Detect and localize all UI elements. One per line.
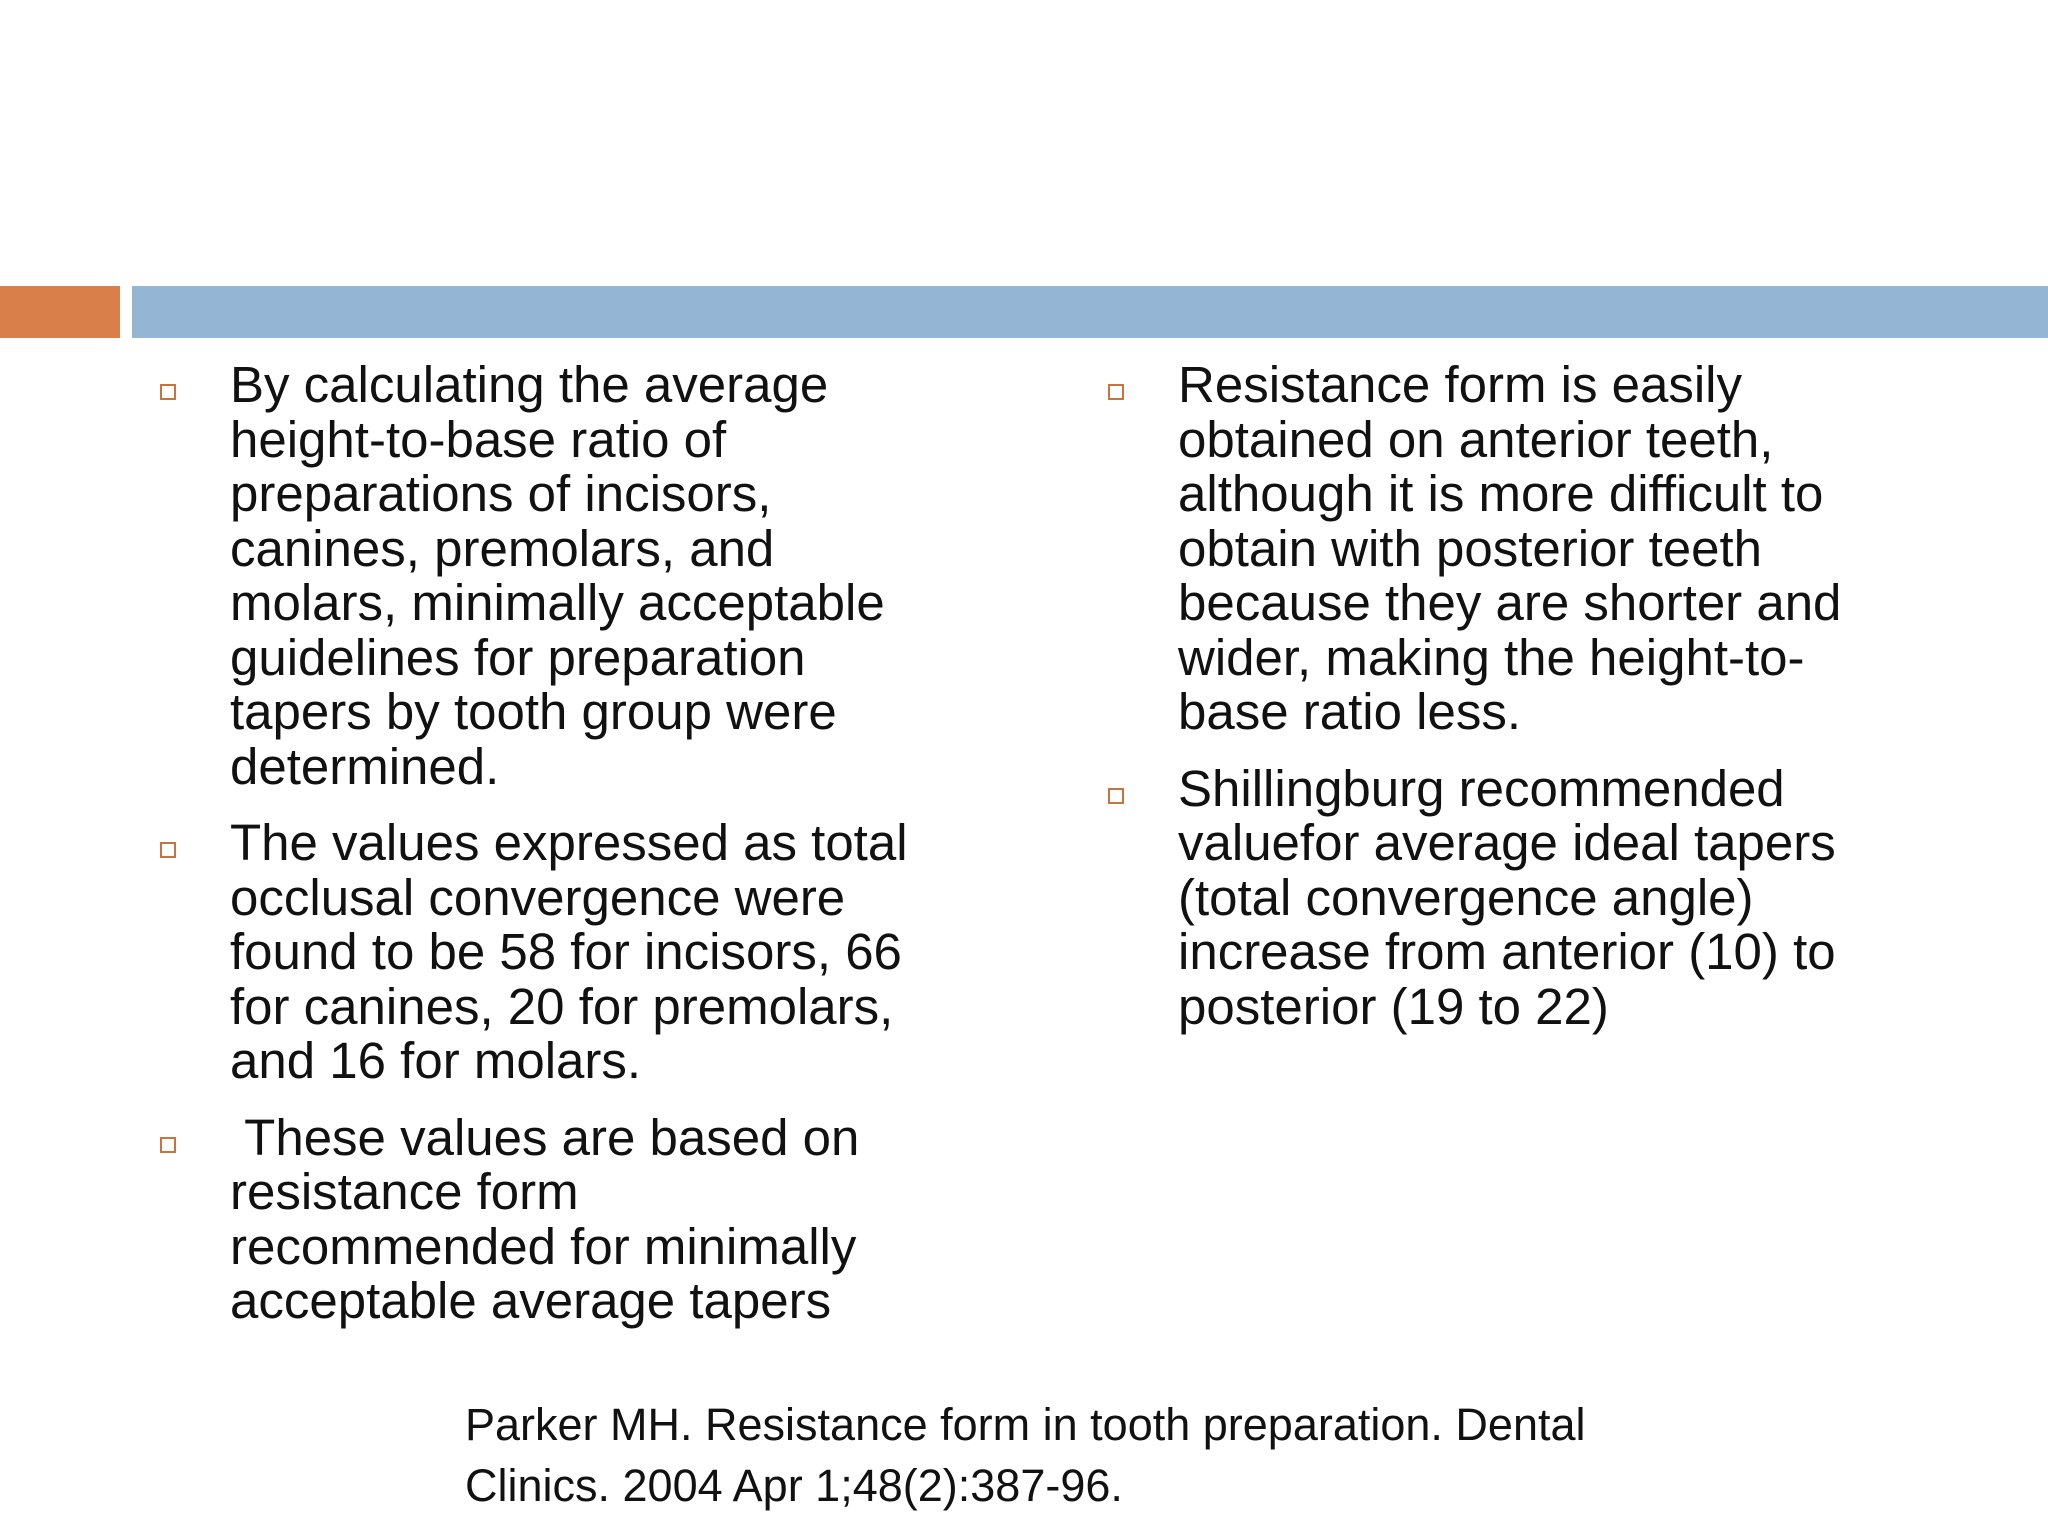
bullet-text: Shillingburg recommended valuefor average ideal tapers (total convergence angle) increase from anterior (10) to posterior (19 to 22): [1178, 759, 1836, 1035]
header-band: [132, 286, 2048, 338]
citation-line: Clinics. 2004 Apr 1;48(2):387-96.: [465, 1460, 1123, 1511]
right-column: [1108, 358, 2028, 1056]
citation-line: Parker MH. Resistance form in tooth preparation. Dental: [465, 1399, 1586, 1450]
square-bullet-icon: [160, 842, 176, 858]
square-bullet-icon: [160, 384, 176, 400]
square-bullet-icon: [1108, 788, 1124, 804]
bullet-text: By calculating the average height-to-base ratio of preparations of incisors, canines, premolars, and molars, minimally acceptable guidelines for preparation tapers by tooth group were determined.: [230, 356, 885, 795]
bullet-text: These values are based on resistance form recommended for minimally acceptable average tapers: [230, 1108, 860, 1329]
bullet-item: [160, 816, 1040, 1089]
citation: [465, 1394, 1865, 1516]
bullet-item: [160, 1108, 1040, 1329]
bullet-text: Resistance form is easily obtained on anterior teeth, although it is more difficult to obtain with posterior teeth because they are shorter and wider, making the height-to- base ratio less.: [1178, 356, 1842, 740]
bullet-item: [1108, 759, 2028, 1035]
left-column: [160, 358, 1040, 1351]
square-bullet-icon: [160, 1137, 176, 1153]
square-bullet-icon: [1108, 384, 1124, 400]
header-accent-bar: [0, 286, 120, 338]
bullet-item: [160, 358, 1040, 794]
bullet-item: [1108, 358, 2028, 740]
bullet-text: The values expressed as total occlusal convergence were found to be 58 for incisors, 66 for canines, 20 for premolars, and 16 for molars.: [230, 814, 908, 1089]
